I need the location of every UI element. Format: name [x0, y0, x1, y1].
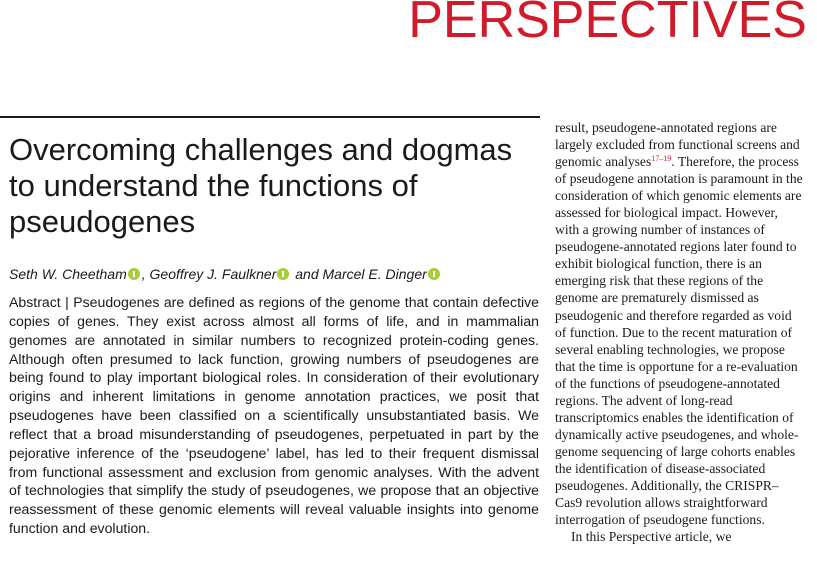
author-name[interactable]: Marcel E. Dinger [322, 266, 427, 282]
body-text: . Therefore, the process of pseudogene annotation is paramount in the consideration of which genomic elements are assessed for biological impact. However, with a growing number of instances of pseudogene-annotated regions later found to exhibit biological function, there is an emerging risk that these regions of the genome are prematurely dismissed as pseudogenic and therefore regarded as void of function. Due to the recent maturation of several enabling technologies, we propose that the time is opportune for a re-evaluation of the functions of pseudogene-annotated regions. The advent of long-read transcriptomics enables the identification of dynamically active pseudogenes, and whole-genome sequencing of large cohorts enables the identification of disease-associated pseudogenes. Additionally, the CRISPR–Cas9 revolution allows straightforward interrogation of pseudogene functions. [555, 154, 803, 528]
article-title: Overcoming challenges and dogmas to understand the functions of pseudogenes [9, 132, 513, 239]
orcid-icon[interactable] [428, 268, 440, 280]
body-column [555, 119, 805, 545]
reference-link[interactable]: 17–19 [651, 154, 672, 164]
author-name[interactable]: Geoffrey J. Faulkner [149, 266, 277, 282]
orcid-icon[interactable] [277, 268, 289, 280]
body-text-next-paragraph: In this Perspective article, we [571, 529, 732, 545]
divider-rule [0, 116, 540, 118]
section-header: PERSPECTIVES [408, 0, 807, 49]
author-separator: and [291, 266, 323, 282]
body-text: result, pseudogene-annotated regions are largely excluded from functional screens and genomic analyses [555, 120, 800, 170]
abstract: Abstract | Pseudogenes are defined as regions of the genome that contain defective copies of genes. They exist across almost all forms of life, and in mammalian genomes are annotated in similar numbers to recognized protein-coding genes. Although often presumed to lack function, growing numbers of pseudogenes are being found to play important biological roles. In consideration of their evolutionary origins and inherent limitations in genome annotation practices, we posit that pseudogenes have been classified on a scientifically unsubstantiated basis. We reflect that a broad misunderstanding of pseudogenes, perpetuated in part by the pejorative inference of the ‘pseudogene’ label, has led to their frequent dismissal from functional assessment and exclusion from genomic analyses. With the advent of technologies that simplify the study of pseudogenes, we propose that an objective reassessment of these genomic elements will reveal valuable insights into genome function and evolution. [9, 294, 539, 537]
author-list [9, 264, 539, 284]
orcid-icon[interactable] [128, 268, 140, 280]
author-name[interactable]: Seth W. Cheetham [9, 266, 127, 282]
author-separator: , [141, 266, 150, 282]
